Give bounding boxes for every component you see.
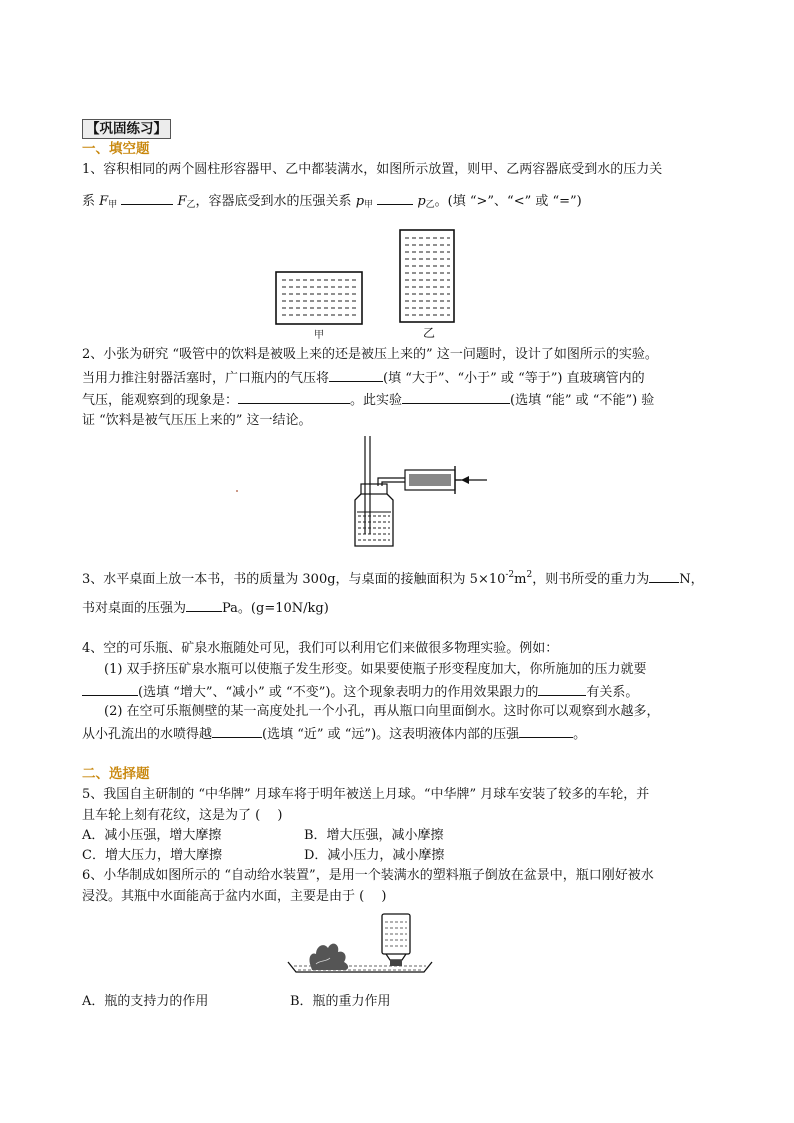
q5-line-1: 5、我国自主研制的 “中华牌” 月球车将于明年被送上月球。“中华牌” 月球车安装了较多的车轮，并 [82, 787, 650, 802]
q2-line-3: 气压，能观察到的现象是： 。此实验 (选填 “能” 或 “不能”) 验 [82, 389, 654, 411]
q5-option-c[interactable]: C．增大压力，增大摩擦 [82, 848, 222, 863]
q1-line-1: 1、容积相同的两个圆柱形容器甲、乙中都装满水，如图所示放置，则甲、乙两容器底受到水的压力关 [82, 162, 663, 177]
q4-blank-1[interactable] [82, 681, 138, 696]
q1-label-yi: 乙 [423, 326, 436, 340]
q3-blank-2[interactable] [186, 597, 222, 612]
q3-line-2: 书对桌面的压强为 Pa。(g=10N/kg) [82, 597, 329, 619]
section-heading-fill-blank: 一、填空题 [82, 141, 150, 157]
q5-option-a[interactable]: A．减小压强，增大摩擦 [82, 828, 222, 843]
q5-line-2: 且车轮上刻有花纹，这是为了 ( ) [82, 808, 283, 823]
q2-blank-3[interactable] [402, 389, 510, 404]
q2-blank-2[interactable] [238, 389, 350, 404]
q6-option-a[interactable]: A．瓶的支持力的作用 [82, 994, 209, 1009]
section-tag: 【巩固练习】 [82, 119, 171, 139]
q1-blank-1[interactable] [121, 190, 173, 205]
q4-line-3: (选填 “增大”、“减小” 或 “不变”)。这个现象表明力的作用效果跟力的 有关系。 [82, 681, 638, 703]
q3-line-1: 3、水平桌面上放一本书，书的质量为 300g，与桌面的接触面积为 $5\times 10^{-2}m^2$，则书所受的重力为 N， [82, 570, 704, 587]
q4-blank-3[interactable] [212, 723, 262, 738]
q4-line-2: (1) 双手挤压矿泉水瓶可以使瓶子发生形变。如果要使瓶子形变程度加大，你所施加的压力就要 [104, 662, 647, 677]
q4-line-1: 4、空的可乐瓶、矿泉水瓶随处可见，我们可以利用它们来做很多物理实验。例如： [82, 641, 559, 656]
q1-blank-2[interactable] [377, 190, 413, 205]
section-heading-multiple-choice: 二、选择题 [82, 766, 150, 782]
q6-option-b[interactable]: B．瓶的重力作用 [290, 994, 391, 1009]
q1-label-jia: 甲 [314, 330, 324, 341]
q2-line-1: 2、小张为研究 “吸管中的饮料是被吸上来的还是被压上来的” 这一问题时，设计了如图所示的实验。 [82, 347, 658, 362]
q4-line-5: 从小孔流出的水喷得越 (选填 “近” 或 “远”)。这表明液体内部的压强 。 [82, 723, 586, 745]
q6-line-2: 浸没。其瓶中水面能高于盆内水面，主要是由于 ( ) [82, 889, 387, 904]
q1-containers-figure [270, 228, 470, 348]
stray-dot [236, 490, 238, 492]
q4-blank-4[interactable] [519, 723, 573, 738]
q5-option-d[interactable]: D．减小压力，减小摩擦 [304, 848, 445, 863]
q3-blank-1[interactable] [649, 568, 679, 583]
q4-line-4: (2) 在空可乐瓶侧壁的某一高度处扎一个小孔，再从瓶口向里面倒水。这时你可以观察到水越多， [104, 704, 660, 719]
q6-line-1: 6、小华制成如图所示的 “自动给水装置”，是用一个装满水的塑料瓶子倒放在盆景中，瓶口刚好被水 [82, 868, 654, 883]
q1-line-2: 系 $F_甲$ $F_乙$，容器底受到水的压强关系 $p_甲$ $p_乙$。(填 “>”、“<” 或 “=”) [82, 190, 582, 215]
q2-line-4: 证 “饮料是被气压压上来的” 这一结论。 [82, 413, 312, 428]
q6-auto-watering-figure [286, 912, 436, 978]
q2-line-2: 当用力推注射器活塞时，广口瓶内的气压将 (填 “大于”、“小于” 或 “等于”) 直玻璃管内的 [82, 367, 645, 389]
q2-syringe-bottle-figure [345, 436, 495, 552]
q5-option-b[interactable]: B．增大压强，减小摩擦 [304, 828, 444, 843]
q2-blank-1[interactable] [329, 367, 383, 382]
q4-blank-2[interactable] [538, 681, 586, 696]
